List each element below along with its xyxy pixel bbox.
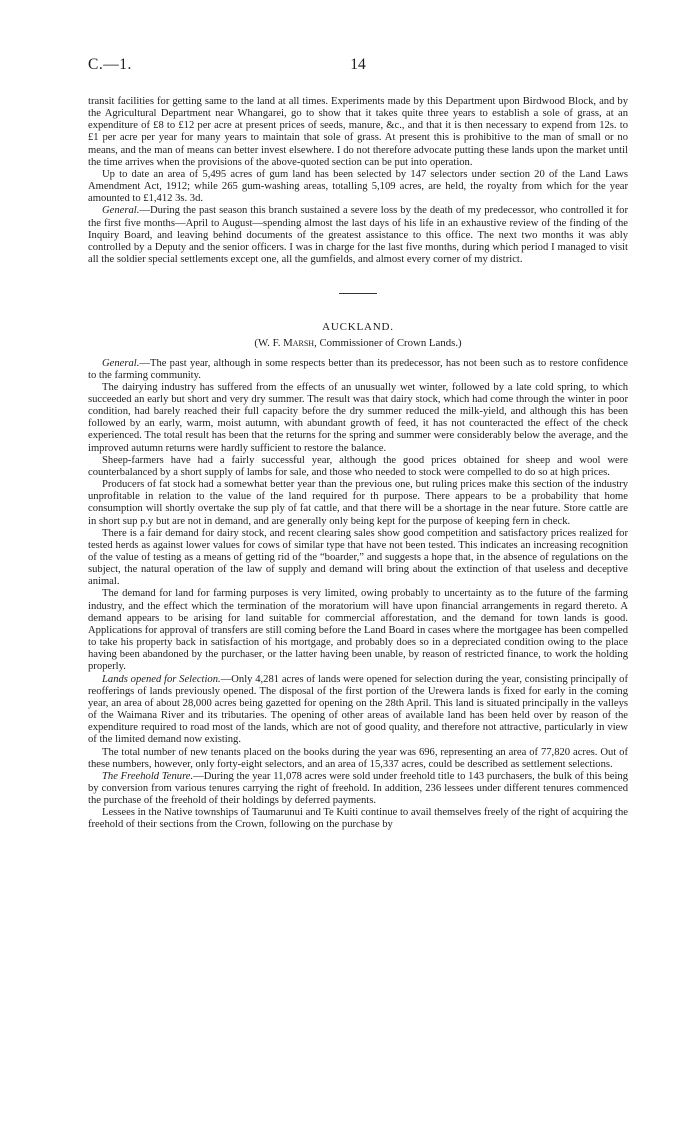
general-text: —The past year, although in some respects better than its predecessor, has not been such as to restore confidence to the farming community. [88,357,628,381]
intro-general-text: —During the past season this branch sustained a severe loss by the death of my predecessor, who controlled it for the first five months—April to August—spending almost the last days of his life in an exhaustive review of the finding of the Inquiry Board, and leaving behind documents of the greatest assistance to this office. The next two months it was ably controlled by a Deputy and the senior officers. I was in charge for the last five months, during which period I managed to visit all the soldier special settlements except one, all the gumfields, and almost every corner of my district. [88,205,628,266]
author-name: Marsh [283,337,315,350]
dairying-paragraph: The dairying industry has suffered from the effects of an unusually wet winter, followed by a late cold spring, to which succeeded an early but short and very dry summer. The result was that dairy stock, which had come through the winter in poor condition, had barely reached their full capacity before the dry summer reduced the milk-yield, and although this has been followed by an early, warm, moist autumn, with abundant growth of feed, it has not counteracted the effect of the check experienced. The total result has been that the returns for the spring and summer were considerably below the average, and the improved autumn returns were hardly sufficient to restore the balance. [88,381,628,454]
author-rest: , Commissioner of Crown Lands.) [314,337,462,350]
page-number: 14 [350,56,366,73]
page-body [88,96,628,832]
intro-paragraph-1: transit facilities for getting same to the land at all times. Experiments made by this Department upon Birdwood Block, and by the Agricultural Department near Whangarei, go to show that it takes quite three years to establish a sole of grass, at an expenditure of £8 to £12 per acre at present prices of seeds, manure, &c., and that it is then necessary to expend from 12s. to £1 per acre per year for many years to maintain that sole of grass. At present this is prohibitive to the man of small or no means, and the man of means can better invest elsewhere. I do not therefore advocate putting these lands upon the market until the time arrives when the provisions of the above-quoted section can be put into operation. [88,96,628,168]
document-series: C.—1. [88,56,132,73]
intro-paragraph-3 [88,205,628,266]
freehold-paragraph [88,771,628,807]
intro-paragraph-2: Up to date an area of 5,495 acres of gum land has been selected by 147 selectors under section 20 of the Land Laws Amendment Act, 1912; while 265 gum-washing areas, totalling 5,109 acres, are held, the royalty from which for the year amounted to £1,412 3s. 3d. [88,168,628,205]
freehold-lead: The Freehold Tenure. [102,770,194,782]
dairy-stock-paragraph: There is a fair demand for dairy stock, and recent clearing sales show good competition and satisfactory prices realized for tested herds as against lower values for cows of similar type that have not been tested. This indicates an increasing recognition of the value of testing as a means of getting rid of the “boarder,” and suggests a hope that, in the absence of regulations on the subject, the natural operation of the law of supply and demand will bring about the extinction of that useless and deceptive animal. [88,527,628,588]
lands-opened-paragraph [88,674,628,747]
general-lead: General. [102,357,140,369]
lands-opened-lead: Lands opened for Selection. [102,673,221,685]
section-title: AUCKLAND. [322,321,394,334]
page-header [88,56,628,78]
lands-opened-text: —Only 4,281 acres of lands were opened for selection during the year, consisting principally of reofferings of lands previously opened. The disposal of the first portion of the Urewera lands is fixed for early in the coming year, an area of about 28,000 acres being gazetted for opening on the 28th April. This land is situated principally in the valleys of the Waimana River and its tributaries. The opening of other areas of available land has been held over by reason of the expenditure required to road most of the lands, which are not of good quality, and therefore not attractive, particularly in view of the limited demand now existing. [88,673,628,746]
fat-stock-paragraph: Producers of fat stock had a somewhat better year than the previous one, but ruling prices make this section of the industry unprofitable in relation to the value of the land required for th purpose. There appears to be a probability that home consumption will shortly overtake the sup ply of fat cattle, and that there will be a shortage in the near future. Store cattle are in short sup p.y but are not in demand, and are generally only being kept for the purpose of keeping fern in check. [88,479,628,527]
land-demand-paragraph: The demand for land for farming purposes is very limited, owing probably to uncertainty as to the future of the farming industry, and the effect which the termination of the moratorium will have upon financial arrangements in regard thereto. A demand appears to be arising for land suitable for commercial afforestation, and the demand for town lands is good. Applications for approval of transfers are still coming before the Land Board in cases where the mortgagee has been compelled to take his property back in satisfaction of his mortgage, and probably does so in a depreciated condition owing to the place having been abandoned by the purchaser, or the latter having been unable, by reason of restricted finance, to work the holding properly. [88,588,628,673]
lessees-paragraph: Lessees in the Native townships of Taumarunui and Te Kuiti continue to avail themselves freely of the right of acquiring the freehold of their sections from the Crown, following on the purchase by [88,807,628,831]
intro-general-lead: General. [102,205,140,217]
freehold-text: —During the year 11,078 acres were sold under freehold title to 143 purchasers, the bulk of this being by conversion from various tenures carrying the right of freehold. In addition, 236 lessees under different tenures commenced the purchase of the freehold of their holdings by deferred payments. [88,770,629,807]
tenants-paragraph: The total number of new tenants placed on the books during the year was 696, representing an area of 77,820 acres. Out of these numbers, however, only forty-eight selectors, and an area of 15,337 acres, could be described as settlement selections. [88,746,628,770]
general-paragraph [88,358,628,382]
author-open: (W. F. [254,337,284,350]
section-author [88,337,628,349]
sheep-paragraph: Sheep-farmers have had a fairly successful year, although the good prices obtained for sheep and wool were counterbalanced by a short supply of lambs for sale, and those who needed to stock were compelled to do so at high prices. [88,454,628,478]
section-divider [339,293,377,294]
